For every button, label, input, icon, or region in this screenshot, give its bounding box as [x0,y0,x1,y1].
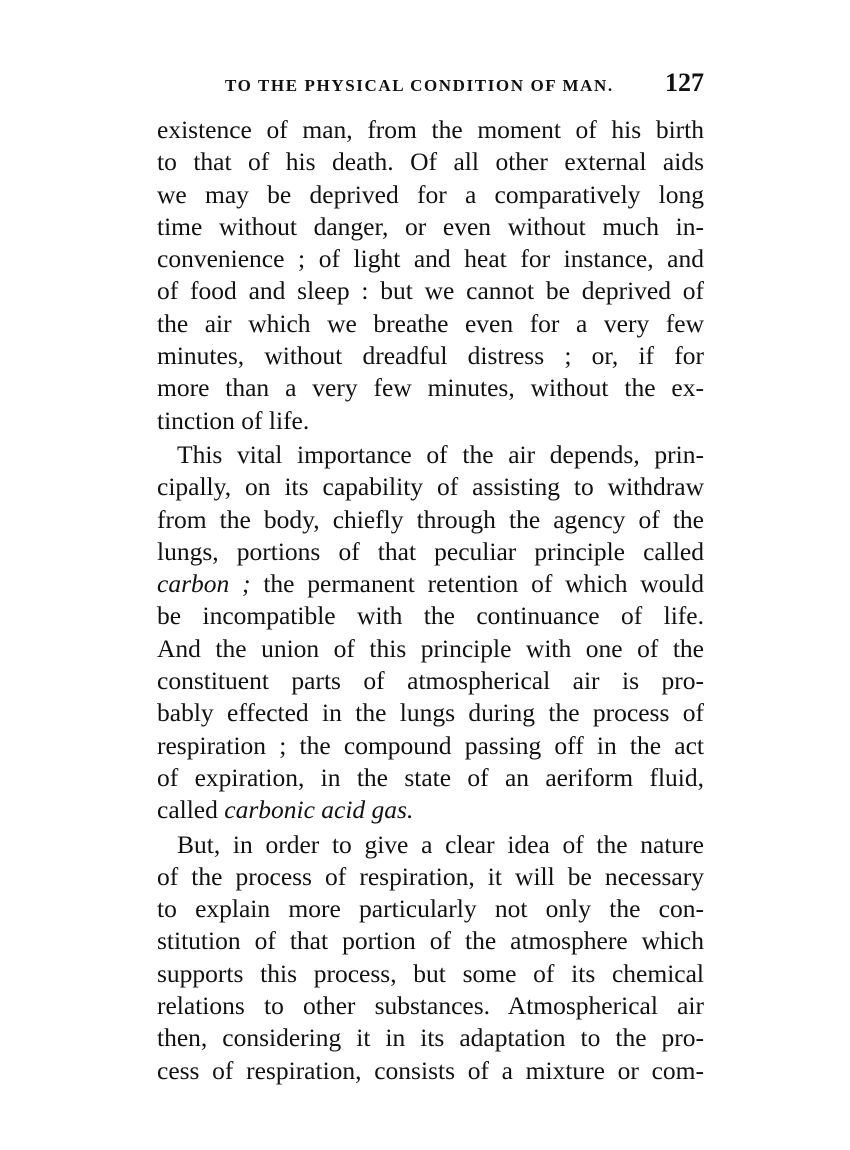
text-line: But, in order to give a clear idea of the nature [177,829,704,859]
text-line: And the union of this principle with one of the [157,633,704,663]
paragraph-1 [157,114,704,437]
text-line: convenience ; of light and heat for instance, and [157,244,704,274]
text-line: of the process of respiration, it will be necessary [157,861,704,891]
paragraph-3 [157,829,704,1087]
text-line: bably effected in the lungs during the process of [157,698,704,728]
text-line: we may be deprived for a comparatively long [157,179,704,209]
text-line: of expiration, in the state of an aeriform fluid, [157,762,704,792]
text-line: supports this process, but some of its chemical [157,958,704,988]
text-segment: called [157,795,225,825]
page-number: 127 [665,68,704,97]
text-line: relations to other substances. Atmospherical air [157,991,704,1021]
italic-term-carbon: carbon ; [157,569,251,599]
text-line: minutes, without dreadful distress ; or, if for [157,341,704,371]
text-line: existence of man, from the moment of his birth [157,115,704,144]
text-line: lungs, portions of that peculiar principle called [157,536,704,566]
text-line: This vital importance of the air depends, prin- [177,439,704,469]
text-line: to that of his death. Of all other external aids [157,147,704,177]
paragraph-2 [157,439,704,827]
text-line: be incompatible with the continuance of life. [157,601,704,631]
text-line: more than a very few minutes, without the ex- [157,373,704,403]
text-line: cess of respiration, consists of a mixture or com- [157,1055,704,1085]
text-line: time without danger, or even without much in- [157,211,704,241]
text-line: stitution of that portion of the atmosphere which [157,926,704,956]
italic-term-carbonic-acid-gas: carbonic acid gas. [224,795,414,825]
running-title: TO THE PHYSICAL CONDITION OF MAN. [225,76,614,95]
text-line: constituent parts of atmospherical air is pro- [157,666,704,696]
body-text [157,114,704,1087]
text-line: from the body, chiefly through the agency of the [157,504,704,534]
text-line: cipally, on its capability of assisting to withdraw [157,472,704,502]
text-line: of food and sleep : but we cannot be deprived of [157,276,704,306]
text-line: respiration ; the compound passing off in the act [157,730,704,760]
running-head [157,68,704,100]
text-line: the air which we breathe even for a very few [157,308,704,338]
text-line: then, considering it in its adaptation to the pro- [157,1023,704,1053]
text-line: tinction of life. [157,405,310,435]
text-line [157,568,704,600]
text-line: to explain more particularly not only the con- [157,894,704,924]
text-line [157,794,704,826]
text-segment: the permanent retention of which would [250,569,704,599]
